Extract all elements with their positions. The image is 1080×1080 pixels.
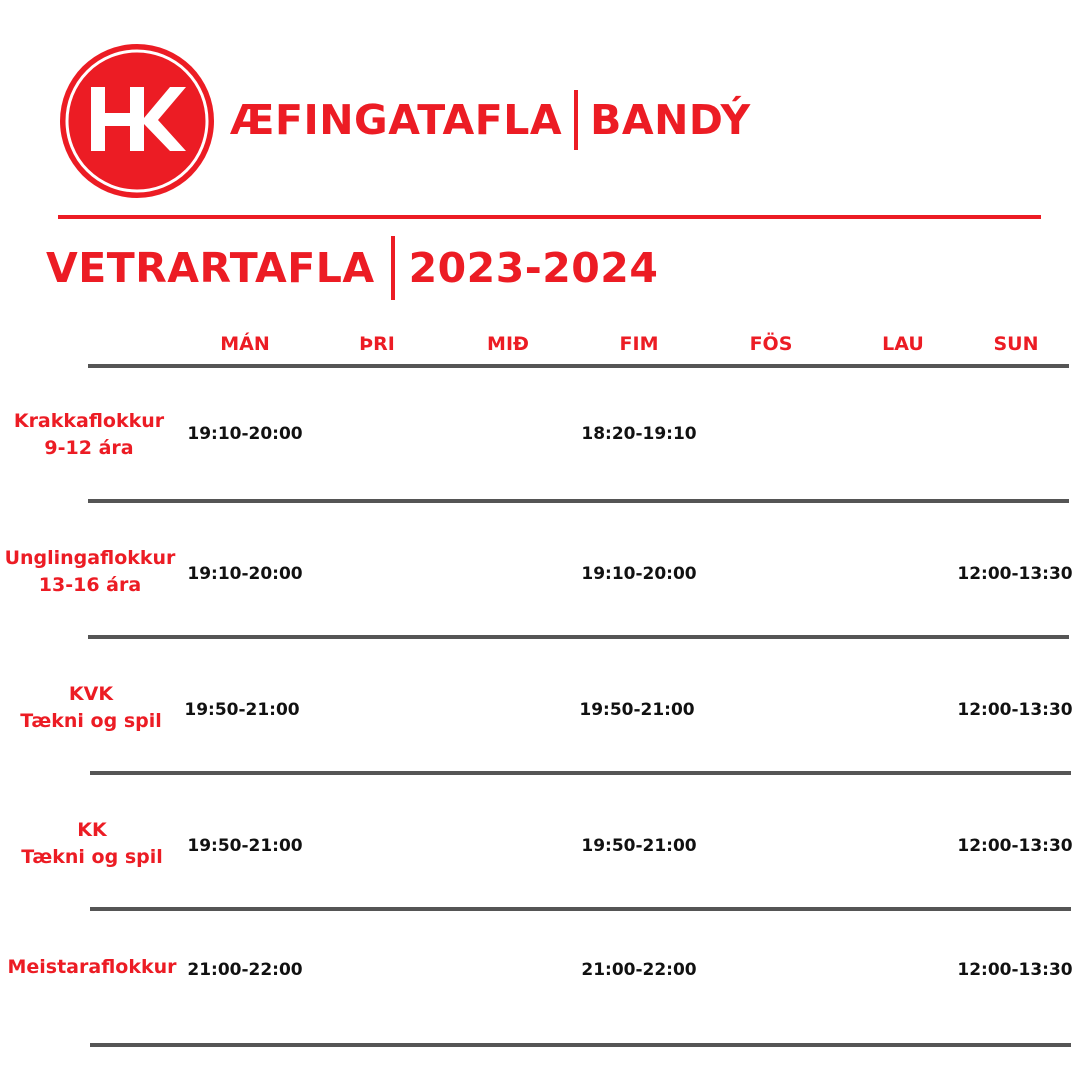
season-title: [46, 236, 658, 300]
time-slot: 12:00-13:30: [957, 836, 1073, 856]
table-rule: [88, 364, 1069, 368]
group-label: [0, 545, 180, 599]
table-rule: [88, 635, 1069, 639]
group-detail: 13-16 ára: [38, 574, 142, 596]
time-slot: 12:00-13:30: [957, 564, 1073, 584]
group-detail: Tækni og spil: [20, 710, 162, 732]
table-rule: [90, 1043, 1071, 1047]
group-detail: 9-12 ára: [44, 437, 134, 459]
title-right: BANDÝ: [590, 96, 751, 144]
time-slot: 19:10-20:00: [581, 564, 697, 584]
table-rule: [88, 499, 1069, 503]
group-label: [2, 954, 182, 981]
day-header-wed: MIÐ: [487, 333, 529, 355]
time-slot: 21:00-22:00: [187, 960, 303, 980]
day-header-sun: SUN: [993, 333, 1039, 355]
time-slot: 12:00-13:30: [957, 700, 1073, 720]
group-detail: Tækni og spil: [21, 846, 163, 868]
season-label: VETRARTAFLA: [46, 244, 375, 292]
time-slot: 12:00-13:30: [957, 960, 1073, 980]
time-slot: 19:10-20:00: [187, 564, 303, 584]
time-slot: 18:20-19:10: [581, 424, 697, 444]
season-divider: [391, 236, 395, 300]
table-rule: [90, 771, 1071, 775]
group-label: [2, 817, 182, 871]
day-header-sat: LAU: [882, 333, 924, 355]
time-slot: 19:50-21:00: [581, 836, 697, 856]
page-title: [230, 88, 751, 152]
group-label: [1, 681, 181, 735]
day-header-tue: ÞRI: [359, 333, 395, 355]
time-slot: 19:50-21:00: [579, 700, 695, 720]
time-slot: 19:50-21:00: [184, 700, 300, 720]
hk-logo: [58, 42, 216, 200]
title-left: ÆFINGATAFLA: [230, 96, 563, 144]
day-header-mon: MÁN: [220, 333, 270, 355]
group-name: KK: [77, 819, 107, 841]
header-rule: [58, 215, 1041, 219]
time-slot: 21:00-22:00: [581, 960, 697, 980]
table-rule: [90, 907, 1071, 911]
group-name: Unglingaflokkur: [4, 547, 176, 569]
day-header-thu: FIM: [619, 333, 659, 355]
time-slot: 19:10-20:00: [187, 424, 303, 444]
day-header-fri: FÖS: [749, 333, 793, 355]
group-name: KVK: [68, 683, 114, 705]
group-name: Krakkaflokkur: [13, 410, 165, 432]
season-years: 2023-2024: [408, 244, 659, 292]
group-label: [0, 408, 179, 462]
title-divider: [574, 90, 578, 150]
group-name: Meistaraflokkur: [7, 956, 177, 978]
time-slot: 19:50-21:00: [187, 836, 303, 856]
